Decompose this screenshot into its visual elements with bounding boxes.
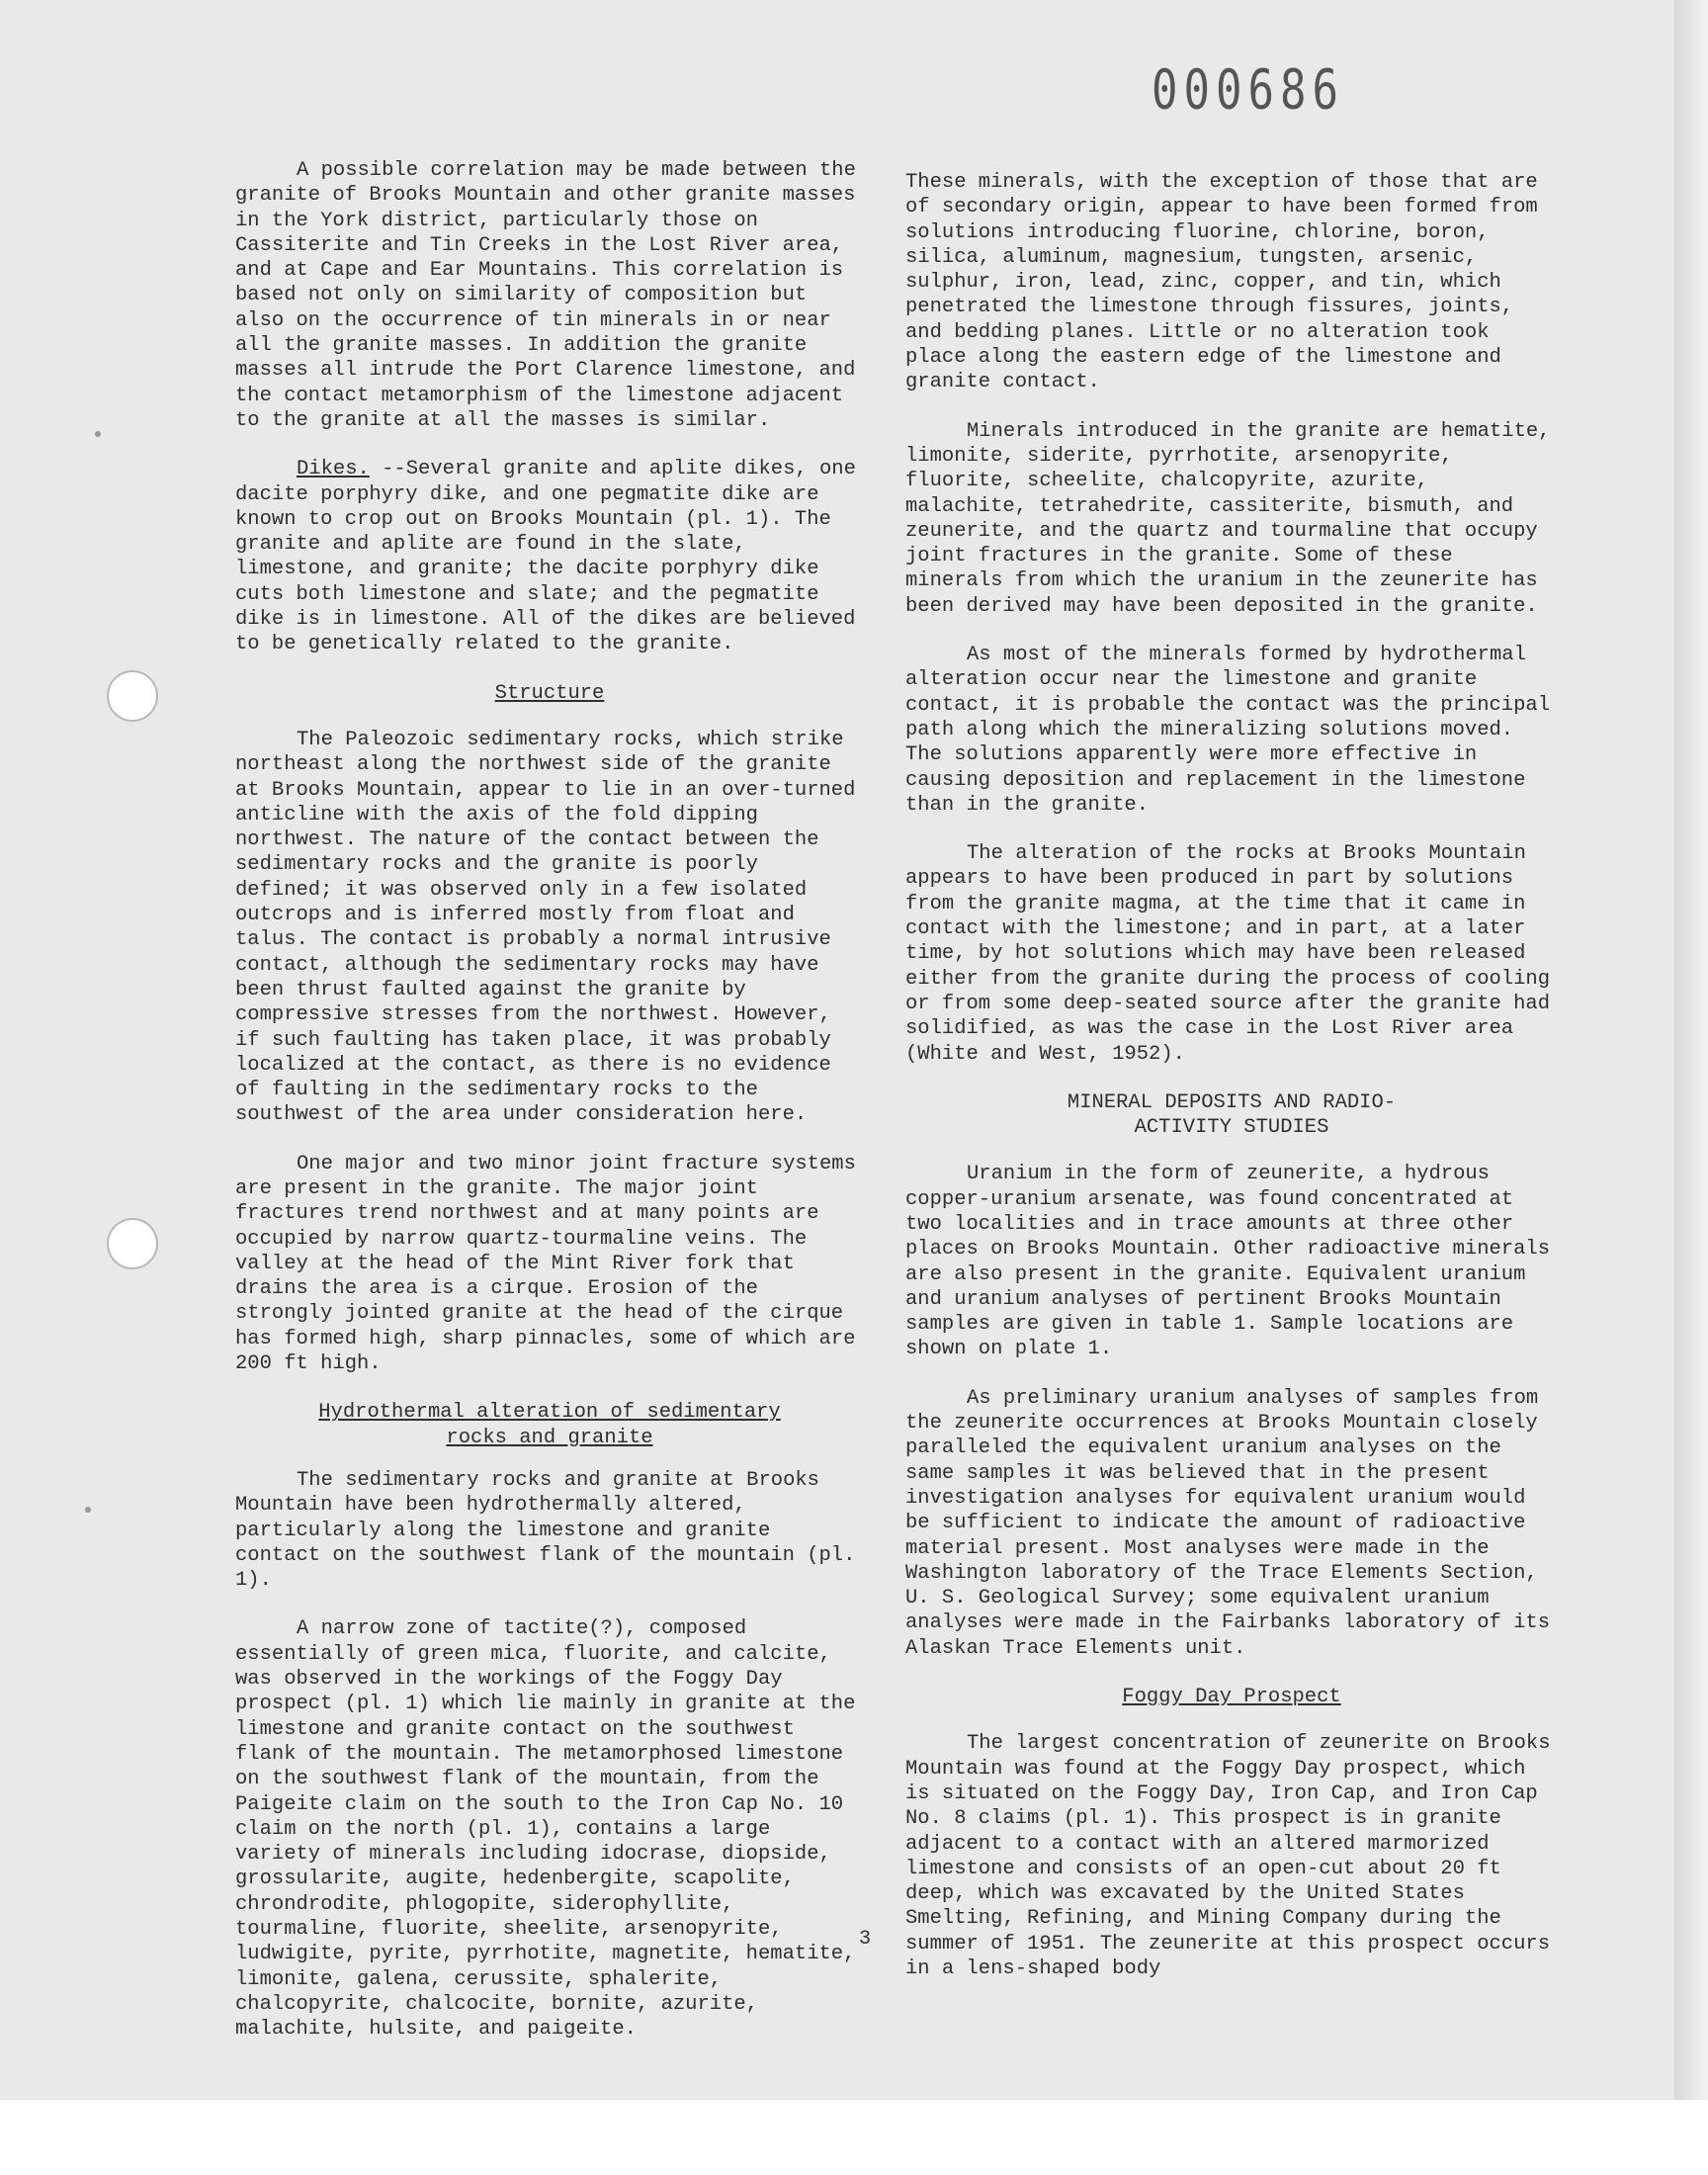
left-column [235,158,864,2065]
structure-heading: Structure [494,681,605,705]
paragraph-minerals: These minerals, with the exception of those that are of secondary origin, appear to have been formed from solutions introducing fluorine, chlorine, boron, silica, aluminum, magnesium, tungsten, arsenic, sulphur, iron, lead, zinc, copper, and tin, which penetrated the limestone through fissures, joints, and bedding planes. Little or no alteration took place along the eastern edge of the limestone and granite contact. [905,171,1538,394]
foggy-day-heading: Foggy Day Prospect [1122,1686,1341,1709]
paragraph-structure: The Paleozoic sedimentary rocks, which strike northeast along the northwest side of the granite at Brooks Mountain, appear to lie in an over-turned anticline with the axis of the fold dipping northwest. The nature of the contact between the sedimentary rocks and the granite is poorly defined; it was observed only in a few isolated outcrops and is inferred mostly from float and talus. The contact is probably a normal intrusive contact, although the sedimentary rocks may have been thrust faulted against the granite by compressive stresses from the northwest. However, if such faulting has taken place, it was probably localized at the contact, as there is no evidence of faulting in the sedimentary rocks to the southwest of the area under consideration here. [235,728,856,1127]
paragraph-hydrothermal: The sedimentary rocks and granite at Brooks Mountain have been hydrothermally altered, particularly along the limestone and granite contact on the southwest flank of the mountain (pl. 1). [235,1468,856,1593]
paragraph-analyses: As preliminary uranium analyses of samples from the zeunerite occurrences at Brooks Mountain closely paralleled the equivalent uranium analyses on the same samples it was believed that in the present investigation analyses for equivalent uranium would be sufficient to indicate the amount of radioactive material present. Most analyses were made in the Washington laboratory of the Trace Elements Section, U. S. Geological Survey; some equivalent uranium analyses were made in the Fairbanks laboratory of its Alaskan Trace Elements unit. [905,1386,1551,1660]
binder-hole-icon [107,670,158,722]
paragraph-foggy-day: The largest concentration of zeunerite on Brooks Mountain was found at the Foggy Day prospect, which is situated on the Foggy Day, Iron Cap, and Iron Cap No. 8 claims (pl. 1). This prospect is in granite adjacent to a contact with an altered marmorized limestone and consists of an open-cut about 20 ft deep, which was excavated by the United States Smelting, Refining, and Mining Company during the summer of 1951. The zeunerite at this prospect occurs in a lens-shaped body [905,1732,1551,1980]
paragraph-dikes [235,457,864,656]
hydrothermal-heading: Hydrothermal alteration of sedimentary rocks and granite [318,1401,781,1449]
paper-speck [85,1507,91,1513]
paragraph-uranium: Uranium in the form of zeunerite, a hydrous copper-uranium arsenate, was found concentrated at two localities and in trace amounts at three other places on Brooks Mountain. Other radioactive minerals are also present in the granite. Equivalent uranium and uranium analyses of pertinent Brooks Mountain samples are given in table 1. Sample locations are shown on plate 1. [905,1163,1551,1361]
document-number-stamp: 000686 [1152,58,1344,123]
mineral-deposits-heading: MINERAL DEPOSITS AND RADIO- ACTIVITY STUDIES [1067,1090,1397,1140]
page-edge [1674,0,1708,2100]
paragraph-introduced-minerals: Minerals introduced in the granite are hematite, limonite, siderite, pyrrhotite, arsenopyrite, fluorite, scheelite, chalcopyrite, azurite, malachite, tetrahedrite, cassiterite, bismuth, and zeunerite, and the quartz and tourmaline that occupy joint fractures in the granite. Some of these minerals from which the uranium in the zeunerite has been derived may have been deposited in the granite. [905,419,1551,618]
binder-hole-icon [107,1218,158,1269]
paragraph-joints: One major and two minor joint fracture systems are present in the granite. The major joint fractures trend northwest and at many points are occupied by narrow quartz-tourmaline veins. The valley at the head of the Mint River fork that drains the area is a cirque. Erosion of the strongly jointed granite at the head of the cirque has formed high, sharp pinnacles, some of which are 200 ft high. [235,1152,856,1376]
paragraph-tactite: A narrow zone of tactite(?), composed essentially of green mica, fluorite, and calcite, was observed in the workings of the Foggy Day prospect (pl. 1) which lie mainly in granite at the limestone and granite contact on the southwest flank of the mountain. The metamorphosed limestone on the southwest flank of the mountain, from the Paigeite claim on the south to the Iron Cap No. 10 claim on the north (pl. 1), contains a large variety of minerals including idocrase, diopside, grossularite, augite, hedenbergite, scapolite, chrondrodite, phlogopite, siderophyllite, tourmaline, fluorite, sheelite, arsenopyrite, ludwigite, pyrite, pyrrhotite, magnetite, hematite, limonite, galena, cerussite, sphalerite, chalcopyrite, chalcocite, bornite, azurite, malachite, hulsite, and paigeite. [235,1617,856,2042]
paragraph-contact-path: As most of the minerals formed by hydrothermal alteration occur near the limestone and granite contact, it is probable the contact was the principal path along which the mineralizing solutions moved. The solutions apparently were more effective in causing deposition and replacement in the limestone than in the granite. [905,644,1551,817]
paragraph-alteration: The alteration of the rocks at Brooks Mountain appears to have been produced in part by solutions from the granite magma, at the time that it came in contact with the limestone; and in part, at a later time, by hot solutions which may have been released either from the granite during the process of cooling or from some deep-seated source after the granite had solidified, as was the case in the Lost River area (White and West, 1952). [905,842,1551,1066]
paragraph-correlation: A possible correlation may be made between the granite of Brooks Mountain and other granite masses in the York district, particularly those on Cassiterite and Tin Creeks in the Lost River area, and at Cape and Ear Mountains. This correlation is based not only on similarity of composition but also on the occurrence of tin minerals in or near all the granite masses. In addition the granite masses all intrude the Port Clarence limestone, and the contact metamorphism of the limestone adjacent to the granite at all the masses is similar. [235,159,856,432]
page-number: 3 [858,1928,871,1951]
dikes-label: Dikes. [297,458,370,481]
right-column [905,170,1558,2005]
dikes-text: --Several granite and aplite dikes, one dacite porphyry dike, and one pegmatite dike are known to crop out on Brooks Mountain (pl. 1). The granite and aplite are found in the slate, limestone, and granite; the dacite porphyry dike cuts both limestone and slate; and the pegmatite dike is in limestone. All of the dikes are believed to be genetically related to the granite. [235,458,856,656]
paper-speck [95,431,101,437]
